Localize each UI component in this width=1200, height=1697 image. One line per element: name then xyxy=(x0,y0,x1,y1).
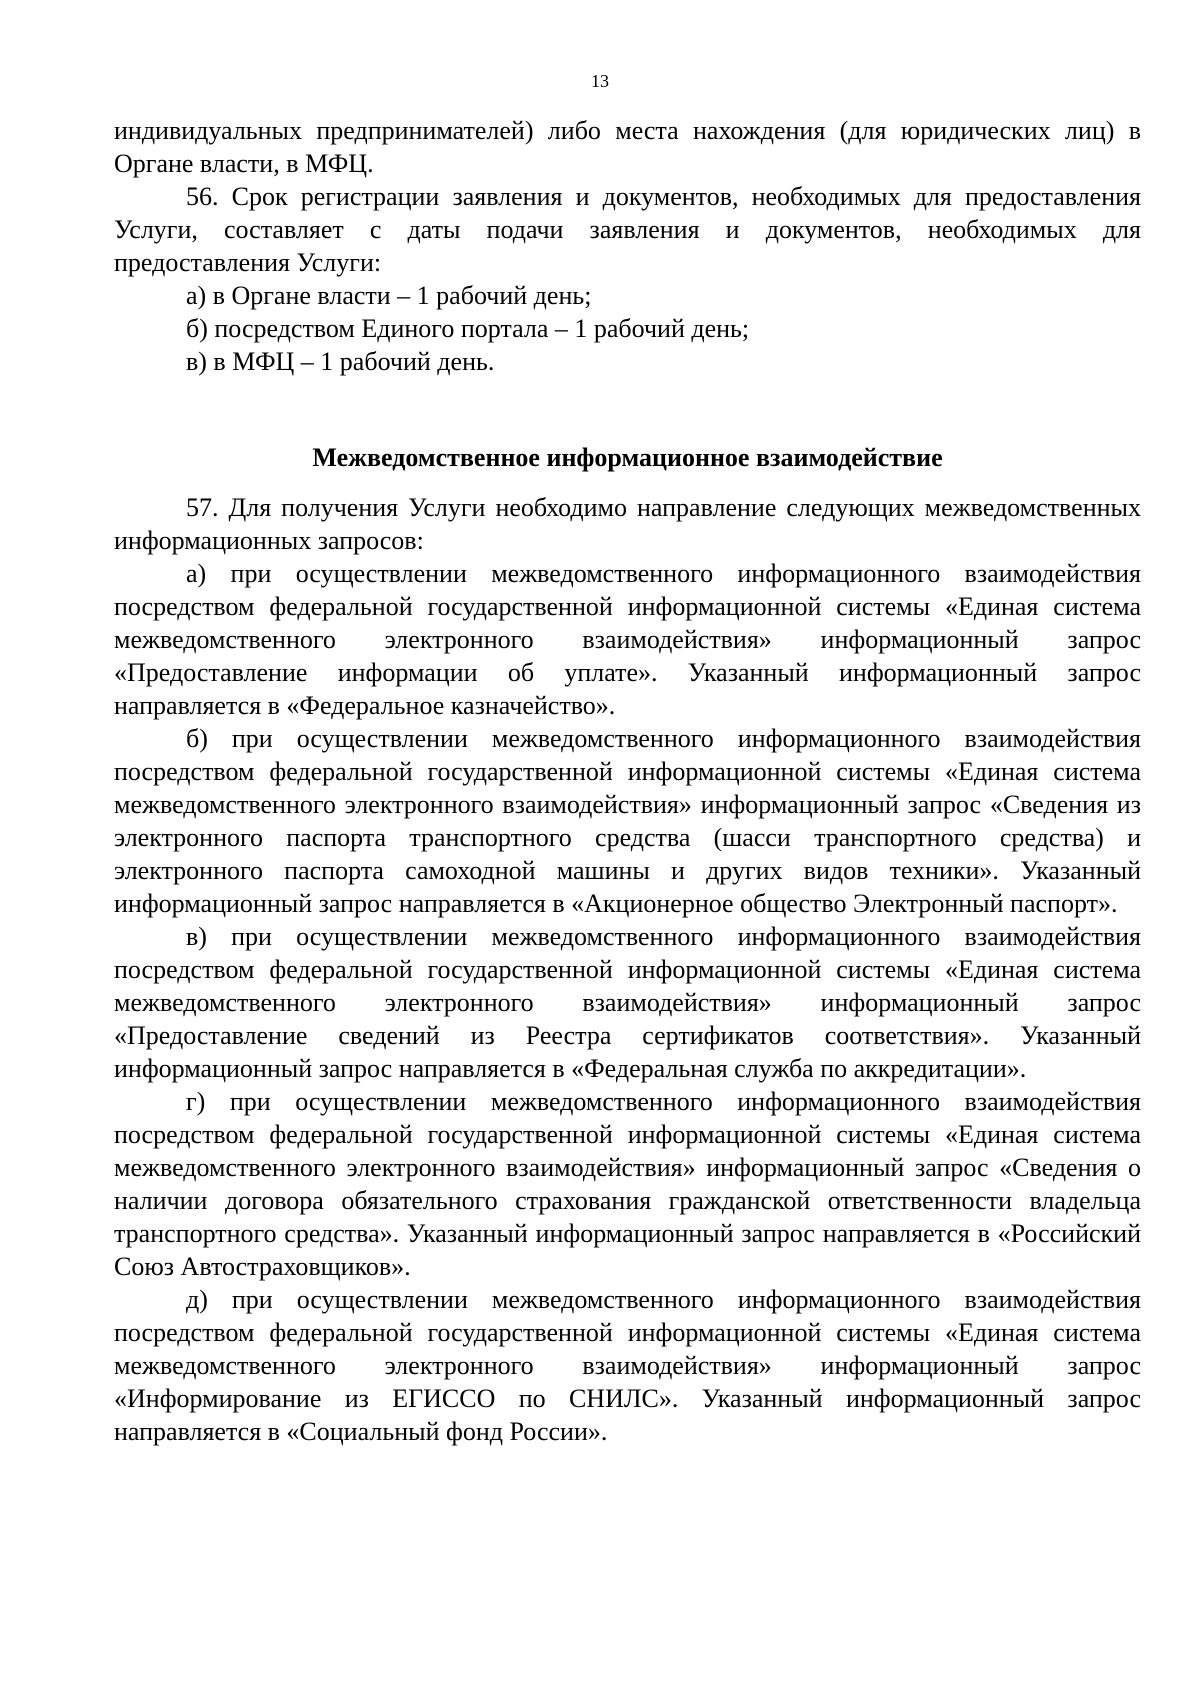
list-item-a: а) в Органе власти – 1 рабочий день; xyxy=(186,281,592,310)
list-item-57-b: б) при осуществлении межведомственного информационного взаимодействия посредством федеральной государственной информационной системы «Единая система межведомственного электронного взаимодействия» информационный запрос «Сведения из электронного паспорта транспортного средства (шасси транспортного средства) и электронного паспорта самоходной машины и других видов техники». Указанный информационный запрос направляется в «Акционерное общество Электронный паспорт». xyxy=(114,724,1141,918)
list-item-57-v: в) при осуществлении межведомственного информационного взаимодействия посредством федеральной государственной информационной системы «Единая система межведомственного электронного взаимодействия» информационный запрос «Предоставление сведений из Реестра сертификатов соответствия». Указанный информационный запрос направляется в «Федеральная служба по аккредитации». xyxy=(114,922,1141,1083)
paragraph-continuation: индивидуальных предпринимателей) либо места нахождения (для юридических лиц) в Органе власти, в МФЦ. xyxy=(114,116,1141,178)
paragraph-56: 56. Срок регистрации заявления и документов, необходимых для предоставления Услуги, составляет с даты подачи заявления и документов, необходимых для предоставления Услуги: xyxy=(114,182,1141,277)
list-item-57-a: а) при осуществлении межведомственного информационного взаимодействия посредством федеральной государственной информационной системы «Единая система межведомственного электронного взаимодействия» информационный запрос «Предоставление информации об уплате». Указанный информационный запрос направляется в «Федеральное казначейство». xyxy=(114,559,1141,720)
page-number: 13 xyxy=(591,71,609,91)
list-item-v: в) в МФЦ – 1 рабочий день. xyxy=(186,347,495,376)
document-body xyxy=(114,114,1141,1448)
list-item-57-g: г) при осуществлении межведомственного информационного взаимодействия посредством федеральной государственной информационной системы «Единая система межведомственного электронного взаимодействия» информационный запрос «Сведения о наличии договора обязательного страхования гражданской ответственности владельца транспортного средства». Указанный информационный запрос направляется в «Российский Союз Автостраховщиков». xyxy=(114,1087,1141,1281)
list-item-57-d: д) при осуществлении межведомственного информационного взаимодействия посредством федеральной государственной информационной системы «Единая система межведомственного электронного взаимодействия» информационный запрос «Информирование из ЕГИССО по СНИЛС». Указанный информационный запрос направляется в «Социальный фонд России». xyxy=(114,1285,1141,1446)
section-heading: Межведомственное информационное взаимодействие xyxy=(312,443,943,472)
list-item-b: б) посредством Единого портала – 1 рабочий день; xyxy=(186,314,750,343)
paragraph-57: 57. Для получения Услуги необходимо направление следующих межведомственных информационных запросов: xyxy=(114,493,1141,555)
